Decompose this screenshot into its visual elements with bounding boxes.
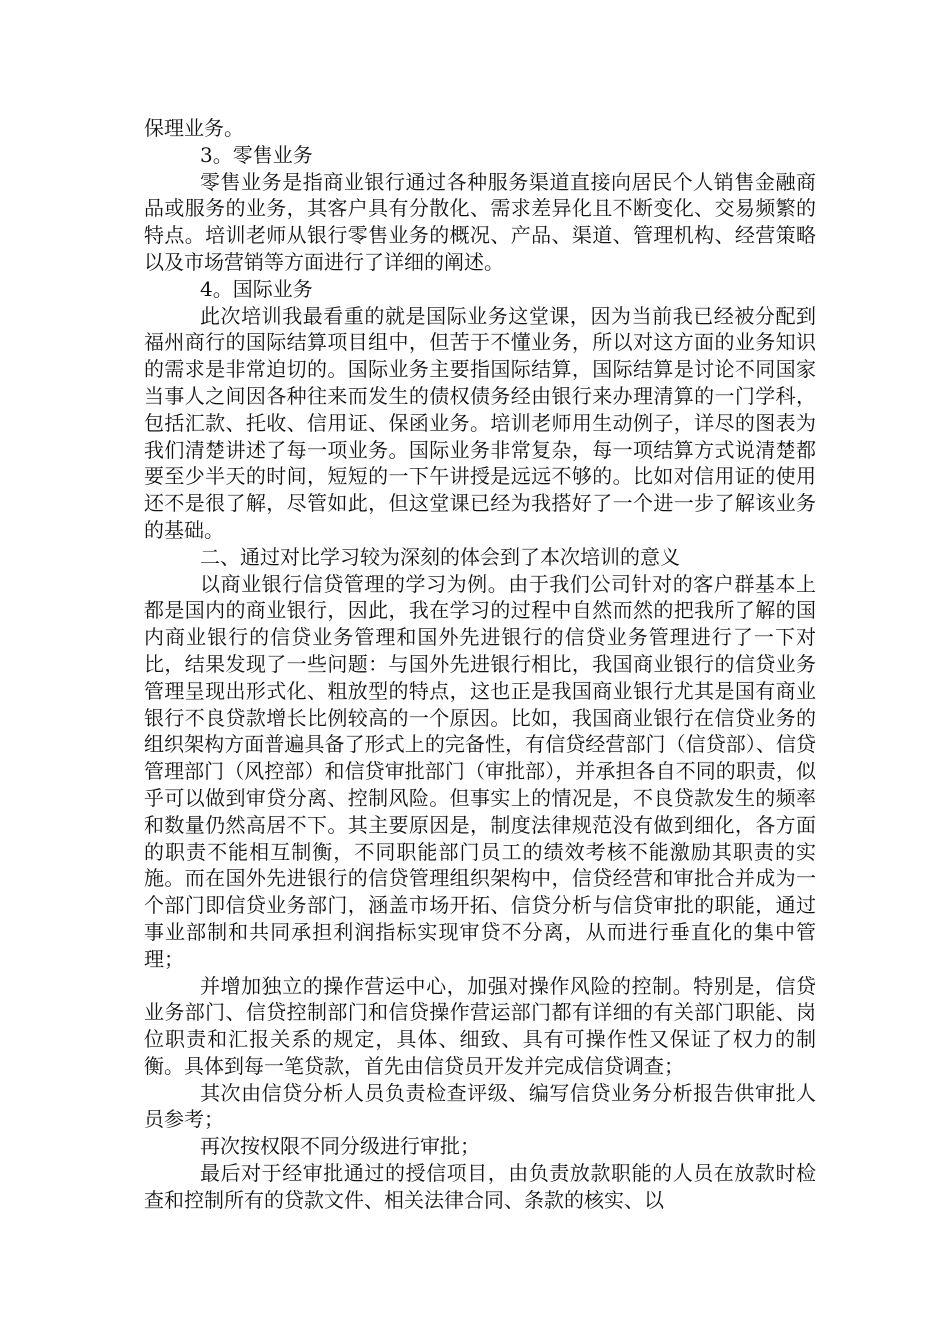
document-page bbox=[144, 115, 816, 1214]
paragraph: 最后对于经审批通过的授信项目，由负责放款职能的人员在放款时检查和控制所有的贷款文件、相关法律合同、条款的核实、以 bbox=[144, 1161, 816, 1212]
section-heading-retail: 3。零售业务 bbox=[200, 142, 313, 167]
paragraph: 此次培训我最看重的就是国际业务这堂课，因为当前我已经被分配到福州商行的国际结算项目组中，但苦于不懂业务，所以对这方面的业务知识的需求是非常迫切的。国际业务主要指国际结算，国际结算是讨论不同国家当事人之间因各种往来而发生的债权债务经由银行来办理清算的一门学科，包括汇款、托收、信用证、保函业务。培训老师用生动例子，详尽的图表为我们清楚讲述了每一项业务。国际业务非常复杂，每一项结算方式说清楚都要至少半天的时间，短短的一下午讲授是远远不够的。比如对信用证的使用还不是很了解，尽管如此，但这堂课已经为我搭好了一个进一步了解该业务的基础。 bbox=[144, 303, 816, 542]
paragraph: 其次由信贷分析人员负责检查评级、编写信贷业务分析报告供审批人员参考； bbox=[144, 1080, 816, 1132]
section-heading-international: 4。国际业务 bbox=[200, 276, 313, 301]
paragraph: 并增加独立的操作营运中心，加强对操作风险的控制。特别是，信贷业务部门、信贷控制部门和信贷操作营运部门都有详细的有关部门职能、岗位职责和汇报关系的规定，具体、细致、具有可操作性又保证了权力的制衡。具体到每一笔贷款，首先由信贷员开发并完成信贷调查； bbox=[144, 973, 816, 1078]
paragraph: 再次按权限不同分级进行审批； bbox=[200, 1134, 480, 1159]
paragraph: 保理业务。 bbox=[144, 116, 244, 140]
paragraph: 以商业银行信贷管理的学习为例。由于我们公司针对的客户群基本上都是国内的商业银行，因此，我在学习的过程中自然而然的把我所了解的国内商业银行的信贷业务管理和国外先进银行的信贷业务管理进行了一下对比，结果发现了一些问题：与国外先进银行相比，我国商业银行的信贷业务管理呈现出形式化、粗放型的特点，这也正是我国商业银行尤其是国有商业银行不良贷款增长比例较高的一个原因。比如，我国商业银行在信贷业务的组织架构方面普遍具备了形式上的完备性，有信贷经营部门（信贷部）、信贷管理部门（风控部）和信贷审批部门（审批部），并承担各自不同的职责，似乎可以做到审贷分离、控制风险。但事实上的情况是，不良贷款发生的频率和数量仍然高居不下。其主要原因是，制度法律规范没有做到细化，各方面的职责不能相互制衡，不同职能部门员工的绩效考核不能激励其职责的实施。而在国外先进银行的信贷管理组织架构中，信贷经营和审批合并成为一个部门即信贷业务部门，涵盖市场开拓、信贷分析与信贷审批的职能，通过事业部制和共同承担利润指标实现审贷不分离，从而进行垂直化的集中管理； bbox=[144, 571, 816, 971]
section-heading-comparison: 二、通过对比学习较为深刻的体会到了本次培训的意义 bbox=[200, 544, 680, 569]
paragraph: 零售业务是指商业银行通过各种服务渠道直接向居民个人销售金融商品或服务的业务，其客户具有分散化、需求差异化且不断变化、交易频繁的特点。培训老师从银行零售业务的概况、产品、渠道、管理机构、经营策略以及市场营销等方面进行了详细的阐述。 bbox=[144, 169, 816, 274]
